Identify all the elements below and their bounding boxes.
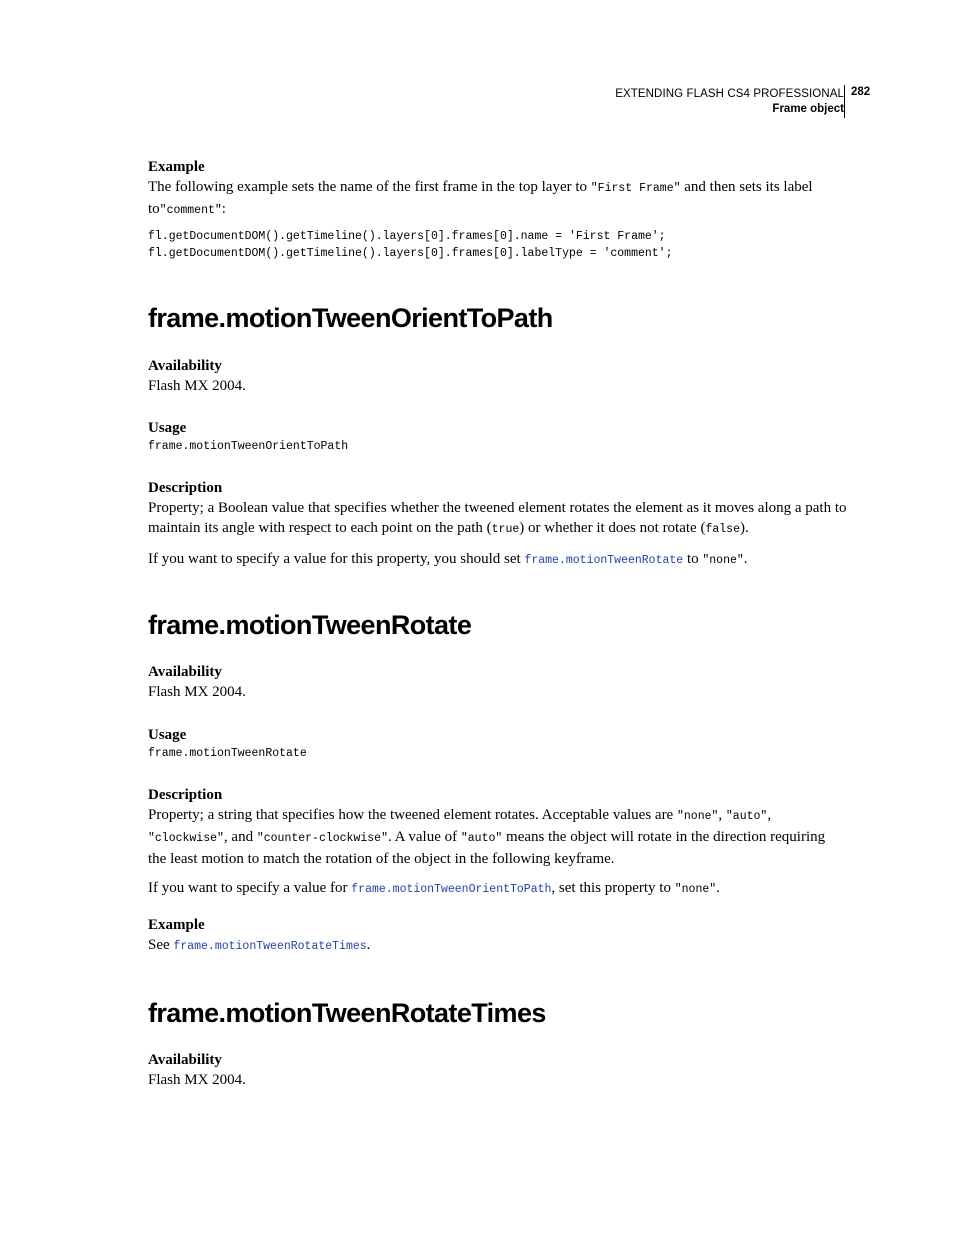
example-block (148, 915, 848, 957)
availability-text: Flash MX 2004. (148, 378, 246, 394)
availability-label: Availability (148, 664, 222, 680)
text-run: If you want to specify a value for (148, 880, 352, 896)
inline-code: "none" (674, 883, 717, 896)
example-block (148, 157, 848, 262)
availability-label: Availability (148, 1052, 222, 1068)
header-divider (844, 85, 845, 118)
inline-code: "none" (702, 554, 744, 567)
description-block (148, 478, 848, 571)
text-run: to (148, 201, 160, 217)
availability-block (148, 662, 848, 702)
running-header (615, 87, 844, 117)
cross-reference-link[interactable]: frame.motionTweenRotate (524, 554, 684, 567)
example-description (148, 177, 848, 221)
text-run: ). (739, 520, 749, 536)
text-run: See (148, 937, 174, 953)
text-run: , (718, 807, 726, 823)
inline-code: false (705, 523, 740, 536)
cross-reference-link[interactable]: frame.motionTweenOrientToPath (351, 883, 552, 896)
code-line: fl.getDocumentDOM().getTimeline().layers[0].frames[0].labelType = 'comment'; (148, 247, 673, 260)
description-block (148, 785, 848, 900)
text-run: Property; a Boolean value that specifies whether the tweened element rotates the element as it moves along a path to (148, 500, 847, 516)
cross-reference-link[interactable]: frame.motionTweenRotateTimes (173, 940, 367, 953)
description-label: Description (148, 787, 223, 803)
availability-block (148, 356, 848, 396)
inline-code: "First Frame" (590, 182, 681, 195)
code-block (148, 228, 848, 262)
text-run: , set this property to (551, 880, 675, 896)
example-label: Example (148, 159, 205, 175)
example-text (148, 935, 848, 957)
note-text (148, 549, 848, 571)
text-run: ) or whether it does not rotate ( (519, 520, 706, 536)
usage-label: Usage (148, 420, 187, 436)
availability-label: Availability (148, 358, 222, 374)
section-heading: frame.motionTweenRotate (148, 610, 472, 640)
section-heading: frame.motionTweenOrientToPath (148, 303, 553, 333)
usage-block (148, 725, 848, 762)
page-number: 282 (851, 86, 871, 98)
inline-code: "auto" (725, 810, 768, 823)
section-title: Frame object (772, 103, 844, 115)
text-run: . (366, 937, 371, 953)
text-run: means the object will rotate in the direction requiring (502, 829, 826, 845)
section-heading: frame.motionTweenRotateTimes (148, 998, 546, 1028)
note-text (148, 878, 848, 900)
text-run: , (767, 807, 772, 823)
usage-code: frame.motionTweenOrientToPath (148, 440, 349, 453)
text-run: . A value of (387, 829, 461, 845)
text-run: . (743, 551, 748, 567)
description-label: Description (148, 480, 223, 496)
availability-block (148, 1050, 848, 1090)
example-label: Example (148, 917, 205, 933)
code-line: fl.getDocumentDOM().getTimeline().layers[0].frames[0].name = 'First Frame'; (148, 230, 666, 243)
availability-text: Flash MX 2004. (148, 684, 246, 700)
inline-code: "none" (676, 810, 719, 823)
document-title: EXTENDING FLASH CS4 PROFESSIONAL (615, 88, 844, 100)
text-run: and then sets its label (680, 179, 813, 195)
text-run: , and (223, 829, 257, 845)
text-run: . (716, 880, 720, 896)
usage-block (148, 418, 848, 455)
text-run: to (683, 551, 703, 567)
description-text (148, 498, 848, 540)
text-run: : (221, 201, 226, 217)
text-run: maintain its angle with respect to each point on the path ( (148, 520, 492, 536)
inline-code: "auto" (460, 832, 503, 845)
inline-code: "comment" (159, 204, 222, 217)
usage-code: frame.motionTweenRotate (148, 747, 307, 760)
inline-code: true (491, 523, 520, 536)
availability-text: Flash MX 2004. (148, 1072, 246, 1088)
text-run: Property; a string that specifies how the tweened element rotates. Acceptable values are (148, 807, 677, 823)
text-run: the least motion to match the rotation of the object in the following keyframe. (148, 851, 615, 867)
text-run: If you want to specify a value for this property, you should set (148, 551, 525, 567)
text-run: The following example sets the name of the first frame in the top layer to (148, 179, 591, 195)
usage-label: Usage (148, 727, 187, 743)
inline-code: "counter-clockwise" (256, 832, 388, 845)
description-text (148, 805, 848, 869)
inline-code: "clockwise" (148, 832, 224, 845)
